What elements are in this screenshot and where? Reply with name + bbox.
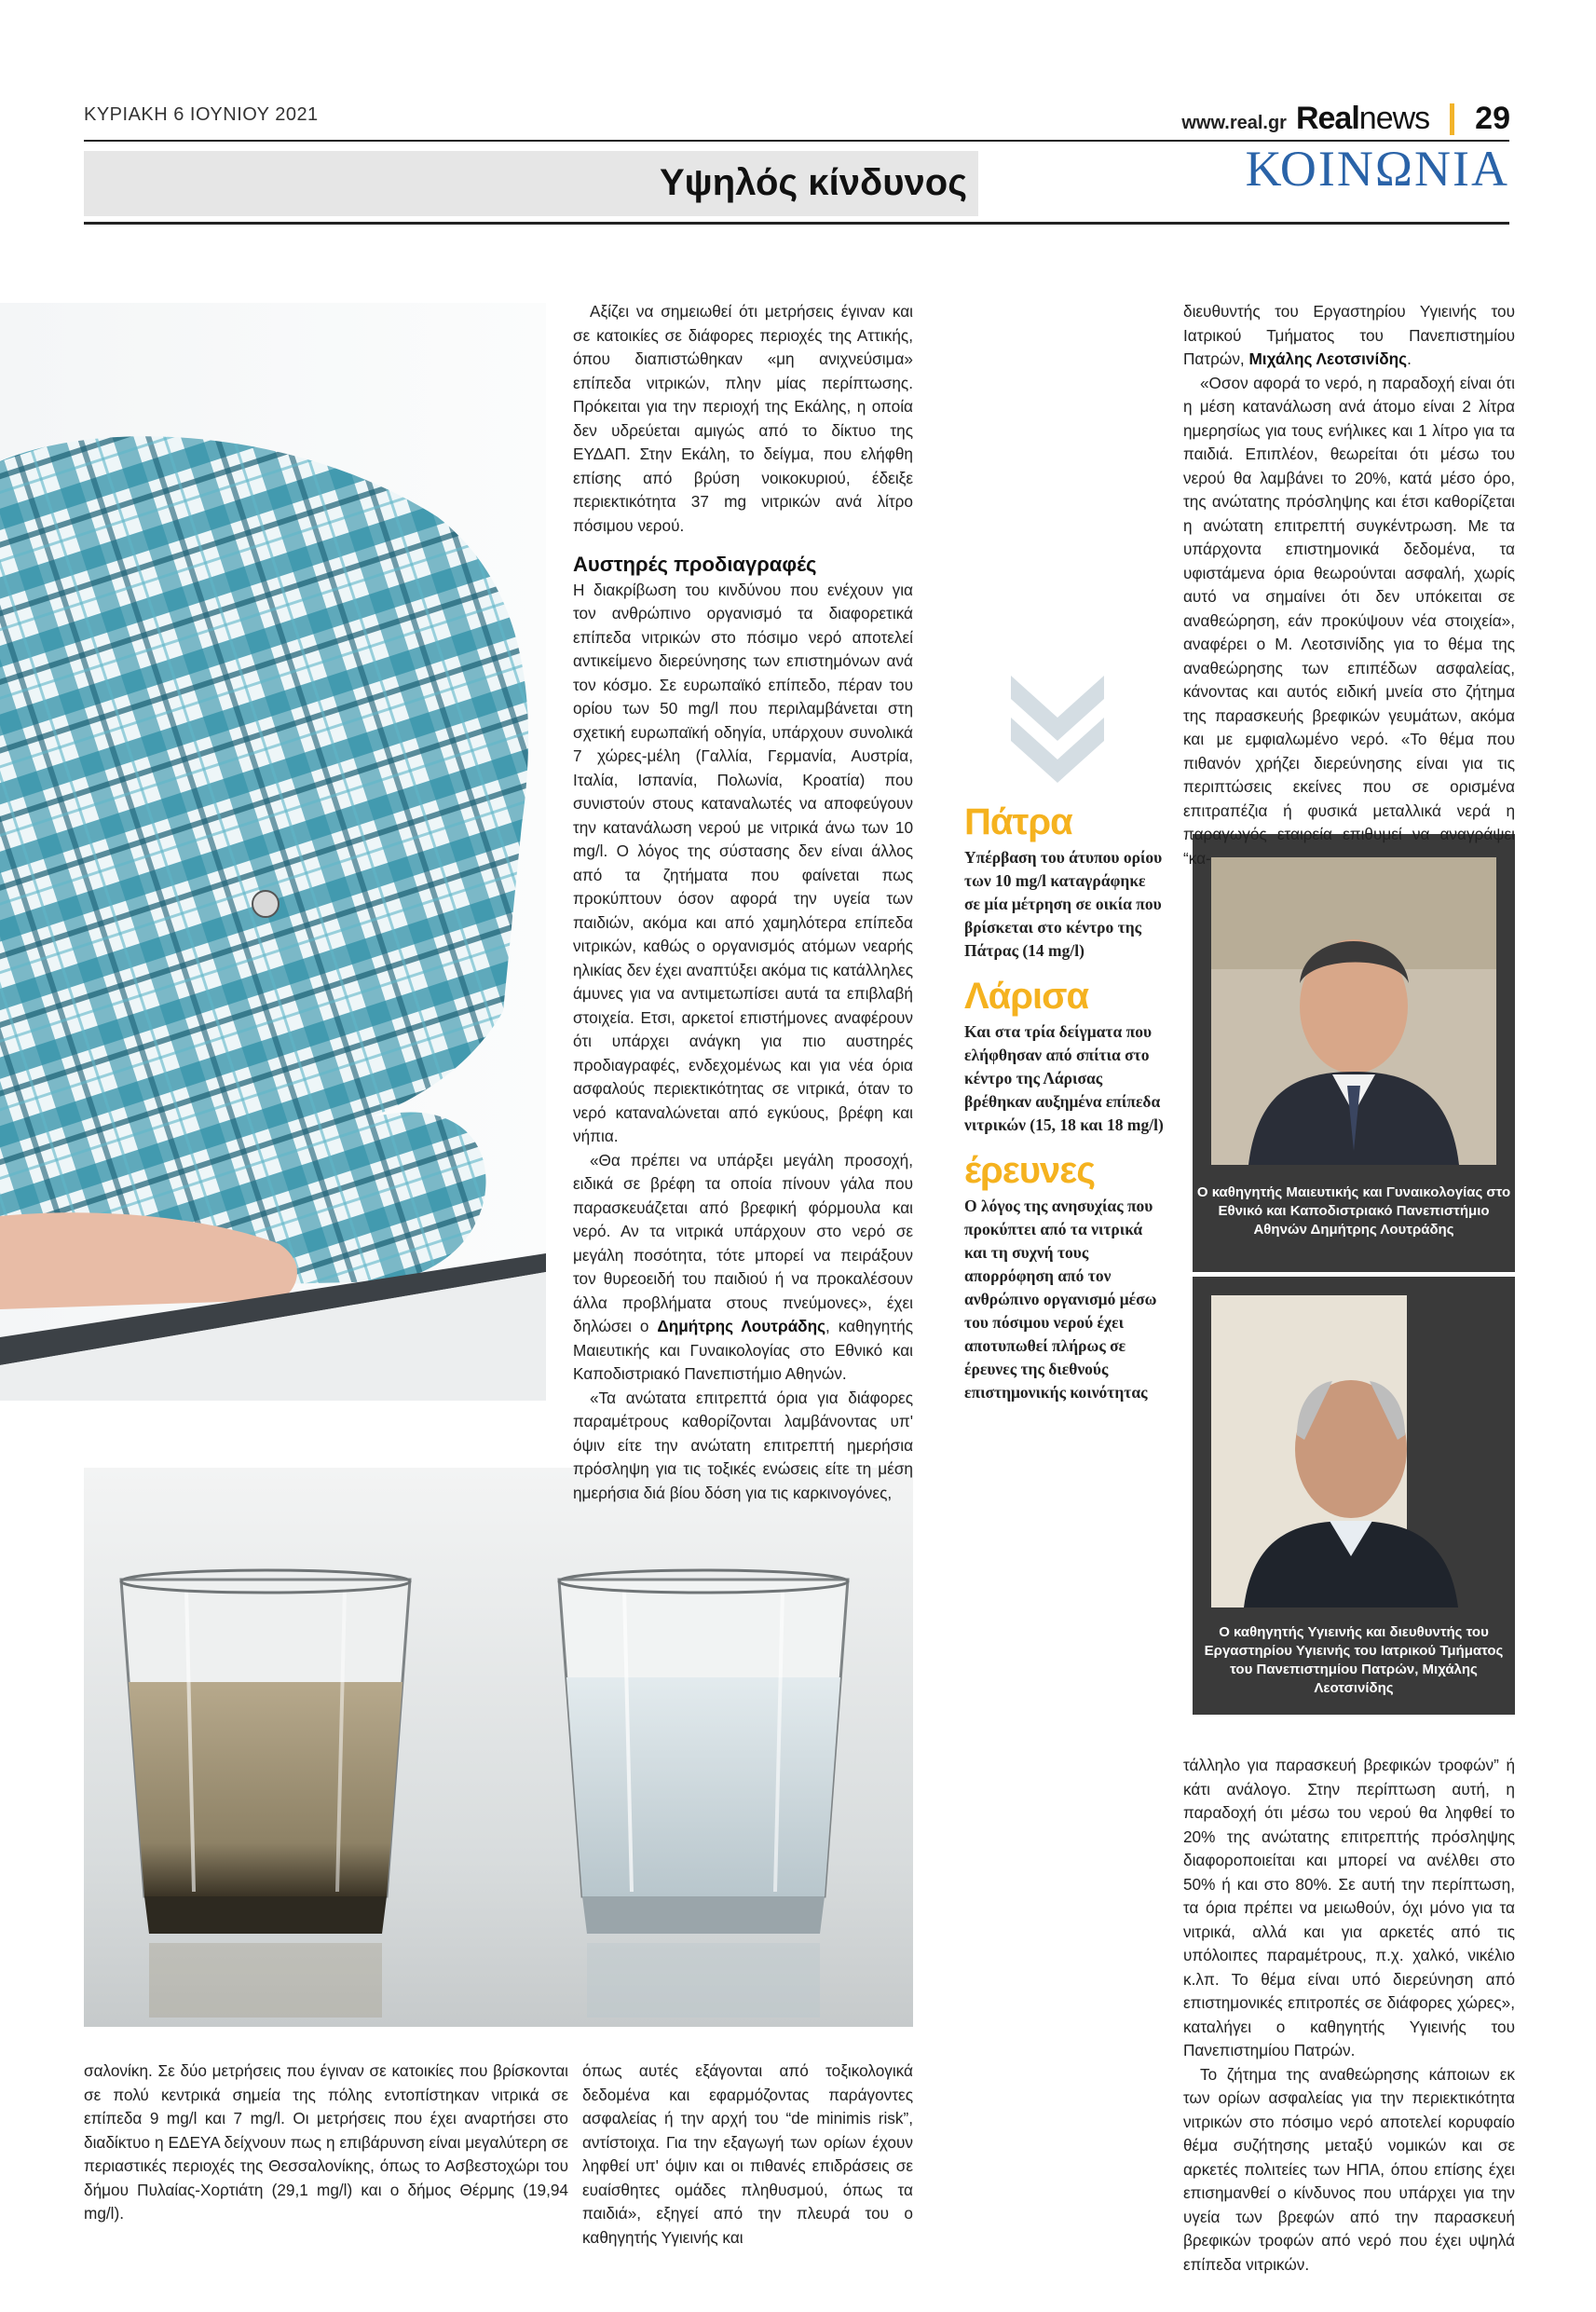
masthead [1181, 101, 1510, 137]
sidebar-city-title: Λάρισα [964, 976, 1089, 1017]
paragraph: Το ζήτημα της αναθεώρησης κάποιων εκ των ορίων ασφαλείας για την περιεκτικότητα νιτρικών στο πόσιμο νερό αποτελεί κορυφαίο θέμα συζήτησης μεταξύ νομικών και σε αρκετές πολιτείες των ΗΠΑ, όπου επίσης έχει επισημανθεί ο κίνδυνος που υπάρχει για την υγεία των βρεφών από την παρασκευή βρεφικών τροφών από νερό που έχει υψηλά επίπεδα νιτρικών. [1183, 2064, 1515, 2274]
section-title: ΚΟΙΝΩΝΙΑ [1245, 141, 1509, 197]
sidebar-fact-text: Υπέρβαση του άτυπου ορίου των 10 mg/l καταγράφηκε σε μία μέτρηση σε οικία που βρίσκεται στο κέντρο της Πάτρας (14 mg/l) [964, 848, 1163, 960]
article-column-1 [573, 300, 913, 1505]
paragraph: «Θα πρέπει να υπάρξει μεγάλη προσοχή, ειδικά σε βρέφη τα οποία πίνουν γάλα που παρασκευάζεται από βρεφική φόρμουλα και νερό. Αν τα νιτρικά υπάρχουν στο νερό σε μεγάλη ποσότητα, τότε μπορεί να πειράξουν τον θυρεοειδή του παιδιού ή να προκαλέσουν άλλα προβλήματα στους πνεύμονες», έχει δηλώσει ο Δημήτρης Λουτράδης, καθηγητής Μαιευτικής και Γυναικολογίας στο Εθνικό και Καποδιστριακό Πανεπιστήμιο Αθηνών. [573, 1150, 913, 1383]
photo-caption: Ο καθηγητής Μαιευτικής και Γυναικολογίας στο Εθνικό και Καποδιστριακό Πανεπιστήμιο Αθηνών Δημήτρης Λουτράδης [1196, 1184, 1511, 1238]
masthead-divider [1450, 103, 1454, 135]
chevron-down-icon [1002, 666, 1113, 787]
bottom-column-middle [582, 2059, 913, 2250]
sidebar-fact-text: Ο λόγος της ανησυχίας που προκύπτει από τα νιτρικά και τη συχνή τους απορρόφηση από τον ανθρώπινο οργανισμό μέσω του πόσιμου νερού έχει αποτυπωθεί πλήρως σε έρευνες της διεθνούς επιστημονικής κοινότητας [964, 1197, 1157, 1402]
person-name: Δημήτρης Λουτράδης [657, 1317, 826, 1335]
water-glasses-photo [84, 1468, 913, 2027]
article-column-3-continued [1183, 1754, 1515, 2277]
sidebar-facts [964, 801, 1165, 1417]
issue-date: ΚΥΡΙΑΚΗ 6 ΙΟΥΝΙΟΥ 2021 [84, 104, 319, 125]
paragraph: τάλληλο για παρασκευή βρεφικών τροφών” ή κάτι ανάλογο. Στην περίπτωση αυτή, η παραδοχή ότι μέσω του νερού θα ληφθεί το 20% της ανώτατης επιτρεπτής πρόσληψης διαφοροποιείται και μπορεί να ανέλθει στο 50% ή και στο 80%. Σε αυτή την περίπτωση, τα όρια πρέπει να μειωθούν, όχι μόνο για τα νιτρικά, αλλά και για αρκετές από τις υπόλοιπες παραμέτρους, π.χ. χαλκό, νικέλιο κ.λπ. Το θέμα είναι υπό διερεύνηση από επιστημονικές επιτροπές σε διάφορες χώρες», καταλήγει ο καθηγητής Υγιεινής του Πανεπιστημίου Πατρών. [1183, 1756, 1515, 2059]
sidebar-city-title: Πάτρα [964, 801, 1072, 842]
site-url[interactable]: www.real.gr [1181, 113, 1287, 133]
paragraph: όπως αυτές εξάγονται από τοξικολογικά δεδομένα και εφαρμόζοντας παράγοντες ασφαλείας ή την αρχή του “de minimis risk”, αντίστοιχα. Για την εξαγωγή των ορίων έχουν ληφθεί υπ' όψιν και οι πιθανές επιδράσεις σε ευαίσθητες ομάδες πληθυσμού, όπως τα παιδιά», εξηγεί από την πλευρά του ο καθηγητής Υγιεινής και [582, 2061, 913, 2247]
bottom-column-left [84, 2059, 568, 2226]
paragraph: «Οσον αφορά το νερό, η παραδοχή είναι ότι η μέση κατανάλωση ανά άτομο είναι 2 λίτρα ημερησίως για τους ενήλικες και 1 λίτρο για τα παιδιά. Επιπλέον, θεωρείται ότι μέσω του νερού θα λαμβάνει το 20%, κατά μέσο όρο, της ανώτατης πρόσληψης και έτσι καθορίζεται η ανώτατη επιτρεπτή συγκέντρωση. Με τα υπάρχοντα επιστημονικά δεδομένα, τα υφιστάμενα όρια θεωρούνται ασφαλή, χωρίς αυτό να σημαίνει ότι δεν υπόκειται σε αναθεώρηση, εάν προκύψουν νέα στοιχεία», αναφέρει ο Μ. Λεοτσινίδης για το θέμα της αναθεώρησης των επιπέδων ασφαλείας, κάνοντας και αυτός ειδική μνεία στο ζήτημα της παρασκευής βρεφικών γευμάτων, ακόμα και με εμφιαλωμένο νερό. «Το θέμα που πιθανόν χρήζει διερεύνησης είναι για τις περιπτώσεις εκείνες που σε ορισμένα επιτραπέζια ή φυσικά μεταλλικά νερά η παραγωγός εταιρεία επιθυμεί να αναγράψει “κα- [1183, 373, 1515, 868]
sidebar-fact-text: Και στα τρία δείγματα που ελήφθησαν από σπίτια στο κέντρο της Λάρισας βρέθηκαν αυξημένα επίπεδα νιτρικών (15, 18 και 18 mg/l) [964, 1022, 1164, 1134]
header-rule-bottom [84, 222, 1509, 225]
plaid-shirt-photo [0, 303, 546, 1401]
paragraph: Η διακρίβωση του κινδύνου που ενέχουν για τον ανθρώπινο οργανισμό τα διαφορετικά επίπεδα νιτρικών στο πόσιμο νερό αποτελεί αντικείμενο διερεύνησης των επιστημόνων ανά τον κόσμο. Σε ευρωπαϊκό επίπεδο, πέραν του ορίου των 50 mg/l που περιλαμβάνεται στη σχετική ευρωπαϊκή οδηγία, υπάρχουν συνολικά 7 χώρες-μέλη (Γαλλία, Γερμανία, Αυστρία, Ιταλία, Ισπανία, Πολωνία, Κροατία) που συνιστούν στους καταναλωτές να αποφεύγουν την κατανάλωση νερού με νιτρικά άνω των 10 mg/l. Ο λόγος της σύστασης δεν είναι άλλος από τα ζητήματα που φαίνεται πως προκύπτουν όσον αφορά την υγεία των παιδιών, ακόμα και από χαμηλότερα επίπεδα νιτρικών, καθώς ο οργανισμός ατόμων νεαρής ηλικίας δεν έχει αναπτύξει ακόμα τις κατάλληλες άμυνες για να αντιμετωπίσει αυτά τα επιβλαβή στοιχεία. Ετσι, αρκετοί επιστήμονες αναφέρουν ότι υπάρχει ανάγκη για πιο αυστηρές προδιαγραφές, ενδεχομένως και για νέα όρια ασφαλούς περιεκτικότητας σε νιτρικά, όταν το νερό καταναλώνεται από εγκύους, βρέφη και νήπια. [573, 580, 913, 1145]
photo-caption: Ο καθηγητής Υγιεινής και διευθυντής του Εργαστηρίου Υγιεινής του Ιατρικού Τμήματος του Πανεπιστημίου Πατρών, Μιχάλης Λεοτσινίδης [1204, 1624, 1504, 1696]
realnews-logo [1296, 101, 1429, 137]
person-name: Μιχάλης Λεοτσινίδης [1248, 349, 1408, 368]
paragraph: διευθυντής του Εργαστηρίου Υγιεινής του Ιατρικού Τμήματος του Πανεπιστημίου Πατρών, Μιχάλης Λεοτσινίδης. [1183, 302, 1515, 368]
paragraph: Αξίζει να σημειωθεί ότι μετρήσεις έγιναν και σε κατοικίες σε διάφορες περιοχές της Αττικής, όπου διαπιστώθηκαν «μη ανιχνεύσιμα» επίπεδα νιτρικών, πλην μίας περίπτωσης. Πρόκειται για την περιοχή της Εκάλης, η οποία δεν υδρεύεται αμιγώς από το δίκτυο της ΕΥΔΑΠ. Στην Εκάλη, το δείγμα, που ελήφθη επίσης από βρύση νοικοκυριού, έδειξε περιεκτικότητα 37 mg νιτρικών ανά λίτρο πόσιμου νερού. [573, 302, 913, 535]
article-kicker: Υψηλός κίνδυνος [659, 162, 967, 203]
paragraph: σαλονίκη. Σε δύο μετρήσεις που έγιναν σε κατοικίες που βρίσκονται σε πολύ κεντρικά σημεία της πόλης εντοπίστηκαν νιτρικά σε επίπεδα 9 mg/l και 7 mg/l. Οι μετρήσεις που έχει αναρτήσει στο διαδίκτυο η ΕΔΕΥΑ δείχνουν πως η επιβάρυνση είναι μεγαλύτερη σε περιαστικές περιοχές της Θεσσαλονίκης, όπως το Ασβεστοχώρι του δήμου Πυλαίας-Χορτιάτη (29,1 mg/l) και ο δήμος Θέρμης (19,94 mg/l). [84, 2061, 568, 2223]
article-column-3 [1183, 300, 1515, 870]
subheading: Αυστηρές προδιαγραφές [573, 553, 817, 576]
page-number: 29 [1475, 101, 1510, 136]
sidebar-city-title: έρευνες [964, 1150, 1096, 1191]
logo-bold: Real [1295, 101, 1359, 136]
logo-regular: news [1358, 101, 1430, 136]
paragraph: «Τα ανώτατα επιτρεπτά όρια για διάφορες παραμέτρους καθορίζονται λαμβάνοντας υπ' όψιν είτε την ανώτατη επιτρεπτή ημερήσια πρόσληψη για τις τοξικές ενώσεις είτε τη μέση ημερήσια διά βίου δόση για τις καρκινογόνες, [573, 1388, 913, 1502]
